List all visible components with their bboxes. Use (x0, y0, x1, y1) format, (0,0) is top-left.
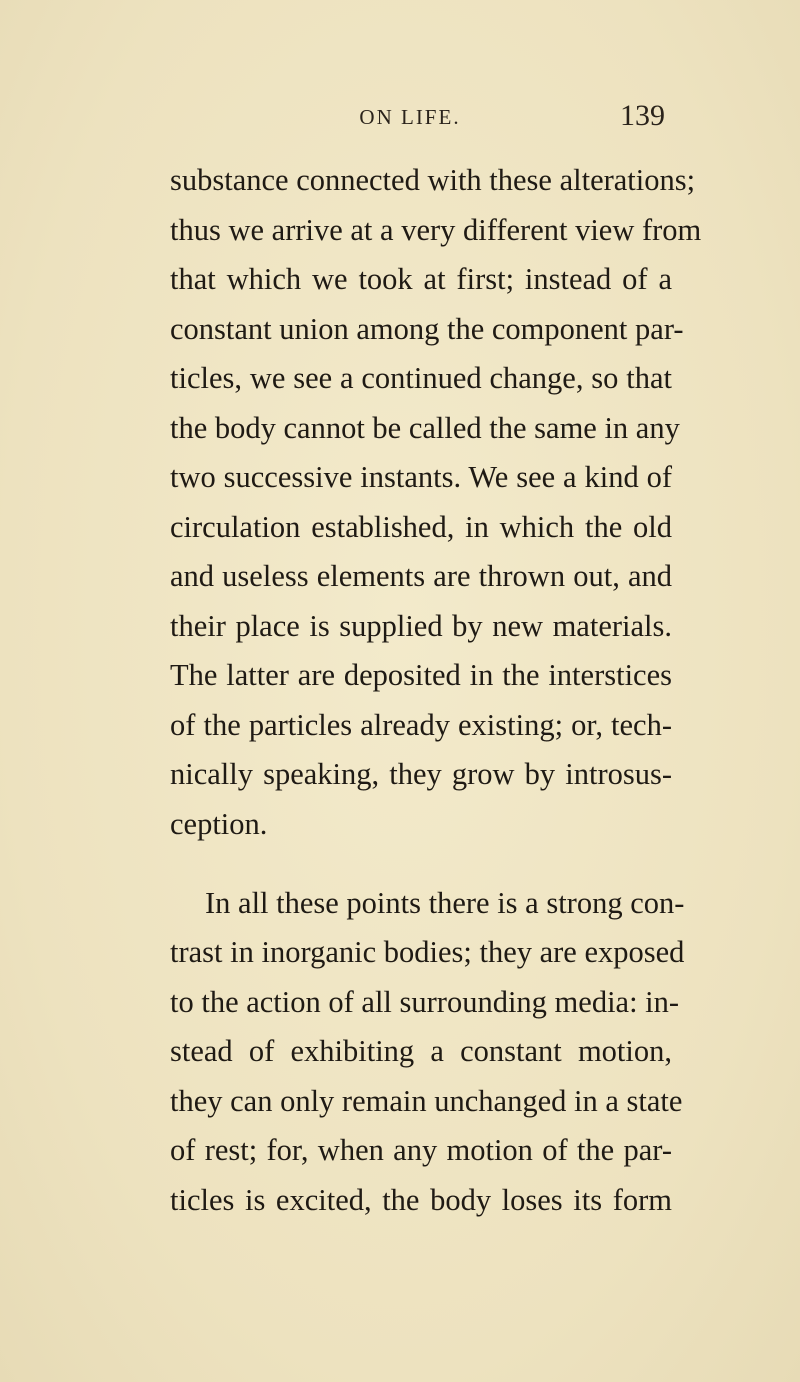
text-line: of the particles already existing; or, tech- (170, 708, 672, 742)
text-line: the body cannot be called the same in any (170, 411, 680, 445)
text-line: of rest; for, when any motion of the par- (170, 1133, 672, 1167)
text-line: ticles, we see a continued change, so that (170, 361, 672, 395)
text-line: constant union among the component par- (170, 312, 684, 346)
text-line: trast in inorganic bodies; they are exposed (170, 935, 685, 969)
text-line: ticles is excited, the body loses its form (170, 1183, 672, 1217)
text-line: nically speaking, they grow by introsus- (170, 757, 672, 791)
text-line: circulation established, in which the old (170, 510, 672, 544)
running-head: ON LIFE. (359, 105, 461, 129)
text-line: The latter are deposited in the interstices (170, 658, 672, 692)
text-line: their place is supplied by new materials. (170, 609, 672, 643)
text-line: substance connected with these alterations; (170, 163, 696, 197)
text-line: thus we arrive at a very different view from (170, 213, 702, 247)
text-line: stead of exhibiting a constant motion, (170, 1034, 672, 1068)
text-line: two successive instants. We see a kind of (170, 460, 672, 494)
text-line: and useless elements are thrown out, and (170, 559, 672, 593)
text-line: to the action of all surrounding media: in- (170, 985, 680, 1019)
page-number: 139 (620, 99, 665, 132)
text-line: ception. (170, 807, 268, 841)
text-line: they can only remain unchanged in a state (170, 1084, 683, 1118)
text-line: In all these points there is a strong con- (205, 886, 685, 920)
text-line: that which we took at first; instead of a (170, 262, 672, 296)
